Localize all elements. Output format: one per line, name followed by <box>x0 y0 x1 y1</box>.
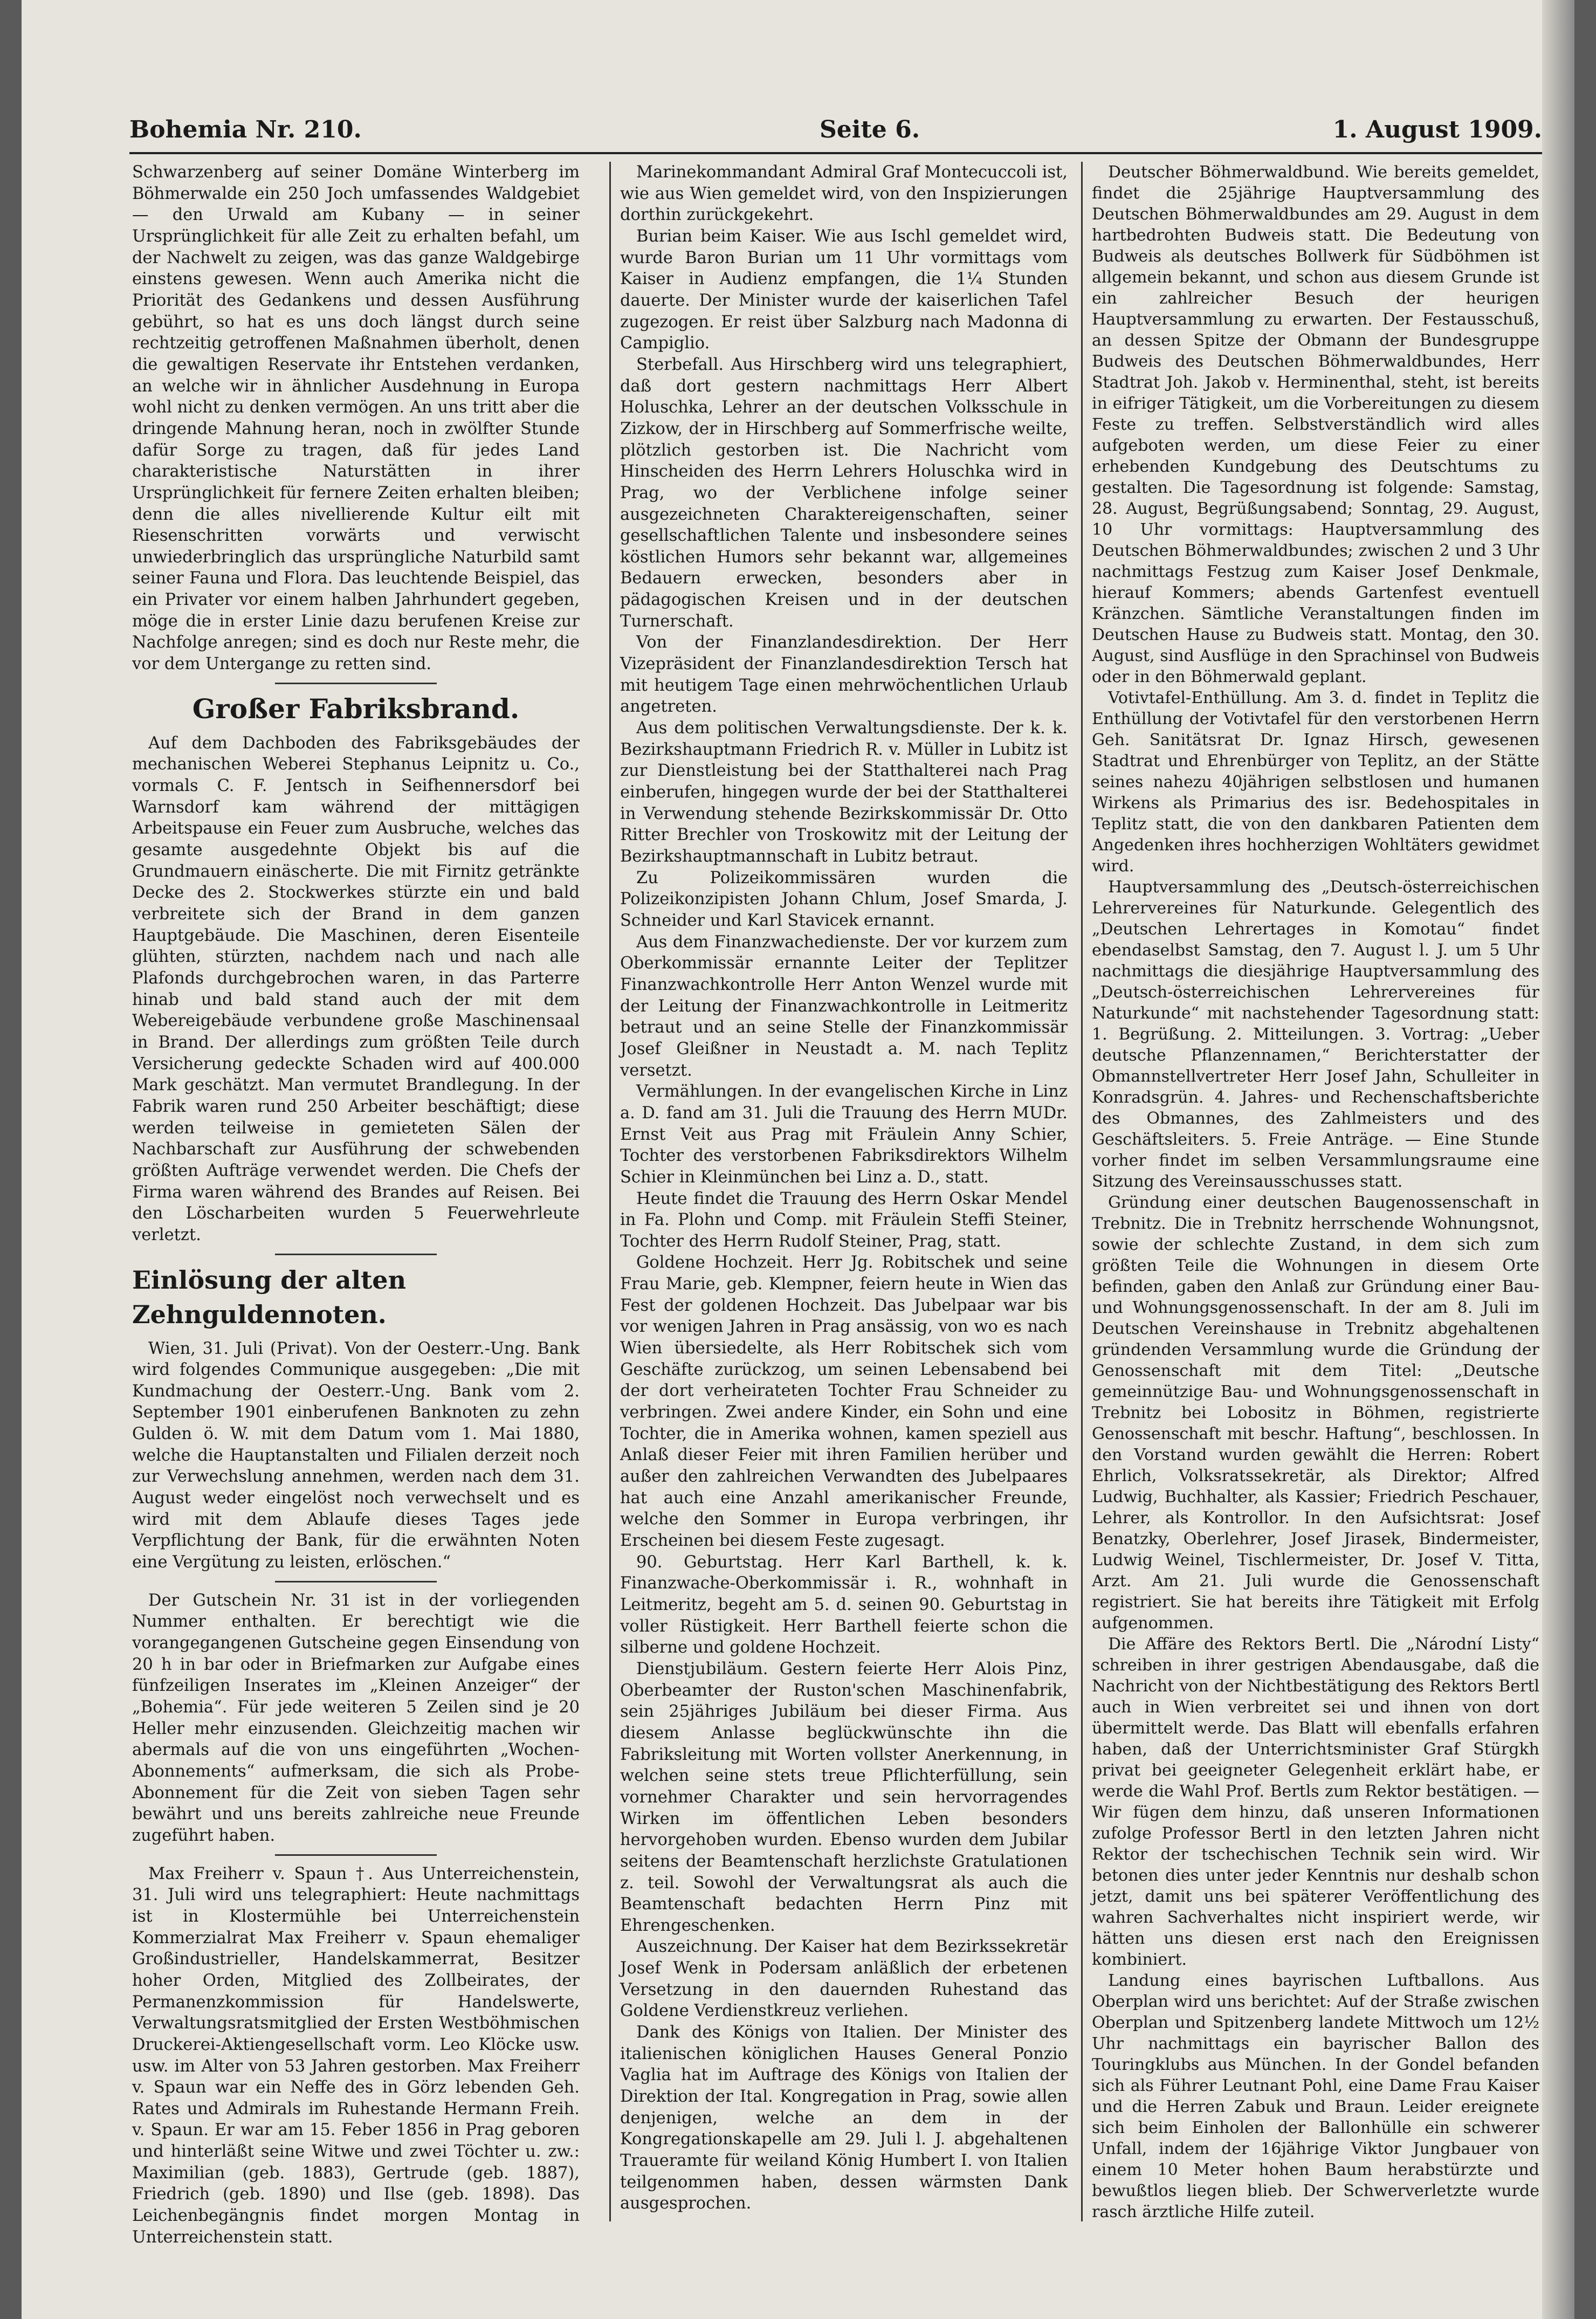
article-text: Marinekommandant Admiral Graf Montecuccoli ist, wie aus Wien gemeldet wird, von den Inspizierungen dorthin zurückgekehrt. <box>620 163 1068 225</box>
article-text: Max Freiherr v. Spaun †. Aus Unterreichenstein, 31. Juli wird uns telegraphiert: Heute nachmittags ist in Klostermühle bei Unterreichenstein Kommerzialrat Max Freiherr v. Spaun ehemaliger Großindustrieller, Handelskammerrat, Besitzer hoher Orden, Mitglied des Zollbeirates, der Permanenzkommission für Handelswerte, Verwaltungsratsmitglied der Ersten Westböhmischen Druckerei-Aktiengesellschaft vorm. Leo Klöcke usw. usw. im Alter von 53 Jahren gestorben. Max Freiherr v. Spaun war ein Neffe des in Görz lebenden Geh. Rates und Admirals im Ruhestande Hermann Freih. v. Spaun. Er war am 15. Feber 1856 in Prag geboren und hinterläßt seine Witwe und zwei Töchter u. zw.: Maximilian (geb. 1883), Gertrude (geb. 1887), Friedrich (geb. 1890) und Ilse (geb. 1898). Das Leichenbegängnis findet morgen Montag in Unterreichenstein statt. <box>132 1864 580 2247</box>
header-center: Seite 6. <box>820 116 920 143</box>
article-text: Dank des Königs von Italien. Der Minister des italienischen königlichen Hauses General Ponzio Vaglia hat im Auftrage des Königs von Italien der Direktion der Ital. Kongregation in Prag, sowie allen denjenigen, welche an dem in der Kongregationskapelle am 29. Juli l. J. abgehaltenen Traueramte für weiland König Humbert I. von Italien teilgenommen haben, dessen wärmsten Dank ausgesprochen. <box>620 2023 1068 2213</box>
column-3 <box>1092 162 1539 2222</box>
article-text: Hauptversammlung des „Deutsch-österreichischen Lehrervereines für Naturkunde. Gelegentlich des „Deutschen Lehrertages in Komotau“ findet ebendaselbst Samstag, den 7. August l. J. um 5 Uhr nachmittags die diesjährige Hauptversammlung des „Deutsch-österreichischen Lehrervereines für Naturkunde“ mit nachstehender Tagesordnung statt: 1. Begrüßung. 2. Mitteilungen. 3. Vortrag: „Ueber deutsche Pflanzennamen,“ Berichterstatter der Obmannstellvertreter Herr Josef Jahn, Schulleiter in Konradsgrün. 4. Jahres- und Rechenschaftsberichte des Obmannes, des Zahlmeisters und des Geschäftsleiters. 5. Freie Anträge. — Eine Stunde vorher findet im selben Versammlungsraume eine Sitzung des Vereinsausschusses statt. <box>1092 878 1539 1191</box>
article-text: Zu Polizeikommissären wurden die Polizeikonzipisten Johann Chlum, Josef Smarda, J. Schneider und Karl Stavicek ernannt. <box>620 868 1068 930</box>
article-text: Wien, 31. Juli (Privat). Von der Oesterr.-Ung. Bank wird folgendes Communique ausgegeben: „Die mit Kundmachung der Oesterr.-Ung. Bank vom 2. September 1901 einberufenen Banknoten zu zehn Gulden ö. W. mit dem Datum vom 1. Mai 1880, welche die Hauptanstalten und Filialen derzeit noch zur Verwechslung annehmen, werden nach dem 31. August weder eingelöst noch verwechselt und es wird mit dem Ablaufe dieses Tages jede Verpflichtung der Bank, für die erwähnten Noten eine Vergütung zu leisten, erlöschen.“ <box>132 1339 580 1572</box>
article-text: Die Affäre des Rektors Bertl. Die „Národní Listy“ schreiben in ihrer gestrigen Abendausgabe, daß die Nachricht von der Nichtbestätigung des Rektors Bertl auch in Wien verbreitet sei und ihnen von dort übermittelt werde. Das Blatt will ebenfalls erfahren haben, daß der Unterrichtsminister Graf Stürgkh privat bei geeigneter Gelegenheit erklärt habe, er werde die Wahl Prof. Bertls zum Rektor bestätigen. — Wir fügen dem hinzu, daß unseren Informationen zufolge Professor Bertl in den letzten Jahren nicht Rektor der tschechischen Technik sein wird. Wir betonen dies unter jeder Kenntnis nur deshalb schon jetzt, damit uns bei späterer Veröffentlichung des wahren Sachverhaltes nicht inspiriert werde, wir hätten uns diesen erst nach den Ereignissen kombiniert. <box>1092 1635 1539 1969</box>
article-separator <box>275 1581 437 1582</box>
article-text: Auszeichnung. Der Kaiser hat dem Bezirkssekretär Josef Wenk in Podersam anläßlich der erbetenen Versetzung in den dauernden Ruhestand das Goldene Verdienstkreuz verliehen. <box>620 1937 1068 2021</box>
header-rule <box>129 152 1542 154</box>
scan-edge <box>1542 0 1574 2319</box>
column-divider <box>1081 162 1083 2221</box>
article-text: Von der Finanzlandesdirektion. Der Herr Vizepräsident der Finanzlandesdirektion Tersch hat mit heutigem Tage einen mehrwöchentlichen Urlaub angetreten. <box>620 633 1068 717</box>
column-divider <box>609 162 611 2221</box>
article-separator <box>275 1854 437 1856</box>
article-text: Deutscher Böhmerwaldbund. Wie bereits gemeldet, findet die 25jährige Hauptversammlung des Deutschen Böhmerwaldbundes am 29. August in dem hartbedrohten Budweis statt. Die Bedeutung von Budweis als deutsches Bollwerk für Südböhmen ist allgemein bekannt, und schon aus diesem Grunde ist ein zahlreicher Besuch der heurigen Hauptversammlung zu erwarten. Der Festausschuß, an dessen Spitze der Obmann der Bundesgruppe Budweis des Deutschen Böhmerwaldbundes, Herr Stadtrat Joh. Jakob v. Herminenthal, steht, ist bereits in eifriger Tätigkeit, um die Vorbereitungen zu diesem Feste zu treffen. Selbstverständlich wird alles aufgeboten werden, um diese Feier zu einer erhebenden Kundgebung des Deutschtums zu gestalten. Die Tagesordnung ist folgende: Samstag, 28. August, Begrüßungsabend; Sonntag, 29. August, 10 Uhr vormittags: Hauptversammlung des Deutschen Böhmerwaldbundes; zwischen 2 und 3 Uhr nachmittags Festzug zum Kaiser Josef Denkmale, hierauf Kommers; abends Gartenfest eventuell Kränzchen. Sämtliche Veranstaltungen finden im Deutschen Hause zu Budweis statt. Montag, den 30. August, sind Ausflüge in den Sprachinsel von Budweis oder in den Böhmerwald geplant. <box>1092 163 1539 686</box>
article-heading: Einlösung der alten Zehnguldennoten. <box>132 1265 407 1329</box>
article-text: Goldene Hochzeit. Herr Jg. Robitschek und seine Frau Marie, geb. Klempner, feiern heute in Wien das Fest der goldenen Hochzeit. Das Jubelpaar war bis vor wenigen Jahren in Prag ansässig, von wo es nach Wien übersiedelte, als Herr Robitschek sich vom Geschäfte zurückzog, um seinen Lebensabend bei der dort verheirateten Tochter Frau Schneider zu verbringen. Zwei andere Kinder, ein Sohn und eine Tochter, die in Amerika wohnen, kamen speziell aus Anlaß dieser Feier mit ihren Familien herüber und außer den zahlreichen Verwandten des Jubelpaares hat auch eine Anzahl amerikanischer Freunde, welche den Sommer in Europa verbringen, ihr Erscheinen bei diesem Feste zugesagt. <box>620 1253 1068 1550</box>
article-text: Burian beim Kaiser. Wie aus Ischl gemeldet wird, wurde Baron Burian um 11 Uhr vormittags vom Kaiser in Audienz empfangen, die 1¼ Stunden dauerte. Der Minister wurde der kaiserlichen Tafel zugezogen. Er reist über Salzburg nach Madonna di Campiglio. <box>620 226 1068 353</box>
article-separator <box>275 1254 437 1255</box>
article-separator <box>275 683 437 684</box>
newspaper-page <box>22 0 1574 2319</box>
article-text: Aus dem Finanzwachedienste. Der vor kurzem zum Oberkommissär ernannte Leiter der Teplitzer Finanzwachkontrolle Herr Anton Wenzel wurde mit der Leitung der Finanzwachkontrolle in Leitmeritz betraut und an seine Stelle der Finanzkommissär Josef Gleißner in Neustadt a. M. nach Teplitz versetzt. <box>620 932 1068 1080</box>
article-text: Heute findet die Trauung des Herrn Oskar Mendel in Fa. Plohn und Comp. mit Fräulein Steffi Steiner, Tochter des Herrn Rudolf Steiner, Prag, statt. <box>620 1189 1068 1251</box>
article-text: Auf dem Dachboden des Fabriksgebäudes der mechanischen Weberei Stephanus Leipnitz u. Co., vormals C. F. Jentsch in Seifhennersdorf bei Warnsdorf kam während der mittägigen Arbeitspause ein Feuer zum Ausbruche, welches das gesamte ausgedehnte Objekt bis auf die Grundmauern einäscherte. Die mit Firnitz getränkte Decke des 2. Stockwerkes stürzte ein und bald verbreitete sich der Brand in dem ganzen Hauptgebäude. Die Maschinen, deren Eisenteile glühten, stürzten, nachdem nach und nach alle Plafonds durchgebrochen waren, in das Parterre hinab und bald stand auch der mit dem Webereigebäude verbundene große Maschinensaal in Brand. Der allerdings zum größten Teile durch Versicherung gedeckte Schaden wird auf 400.000 Mark geschätzt. Man vermutet Brandlegung. In der Fabrik waren rund 250 Arbeiter beschäftigt; diese werden teilweise in gemieteten Sälen der Nachbarschaft zur Ausführung der schwebenden größten Aufträge verwendet werden. Die Chefs der Firma waren während des Brandes auf Reisen. Bei den Löscharbeiten wurden 5 Feuerwehrleute verletzt. <box>132 733 580 1244</box>
article-text: Schwarzenberg auf seiner Domäne Winterberg im Böhmerwalde ein 250 Joch umfassendes Waldgebiet — den Urwald am Kubany — in seiner Ursprünglichkeit für alle Zeit zu erhalten befahl, um der Nachwelt zu zeigen, was das ganze Waldgebirge einstens gewesen. Wenn auch Amerika nicht die Priorität des Gedankens und dessen Ausführung gebührt, so hat es uns doch längst durch seine rechtzeitig getroffenen Maßnahmen überholt, denen die gewaltigen Reservate ihr Entstehen verdanken, an welche wir in ähnlicher Ausdehnung in Europa wohl nicht zu denken vermögen. An uns tritt aber die dringende Mahnung heran, noch in zwölfter Stunde dafür Sorge zu tragen, daß für jedes Land charakteristische Naturstätten in ihrer Ursprünglichkeit für fernere Zeiten erhalten bleiben; denn die alles nivellierende Kultur eilt mit Riesenschritten vorwärts und verwischt unwiederbringlich das ursprüngliche Naturbild samt seiner Fauna und Flora. Das leuchtende Beispiel, das ein Privater vor einem halben Jahrhundert gegeben, möge die in erster Linie dazu berufenen Kreise zur Nachfolge anregen; sind es doch nur Reste mehr, die vor dem Untergange zu retten sind. <box>132 163 580 674</box>
article-text: Dienstjubiläum. Gestern feierte Herr Alois Pinz, Oberbeamter der Ruston'schen Maschinenfabrik, sein 25jähriges Jubiläum bei dieser Firma. Aus diesem Anlasse beglückwünschte ihn die Fabriksleitung mit Worten vollster Anerkennung, in welchen seine stets treue Pflichterfüllung, sein vornehmer Charakter und sein hervorragendes Wirken im öffentlichen Leben besonders hervorgehoben wurden. Ebenso wurden dem Jubilar seitens der Beamtenschaft herzlichste Gratulationen z. teil. Sowohl der Verwaltungsrat als auch die Beamtenschaft bedachten Herrn Pinz mit Ehrengeschenken. <box>620 1659 1068 1935</box>
column-2 <box>620 162 1068 2214</box>
article-text: 90. Geburtstag. Herr Karl Barthell, k. k. Finanzwache-Oberkommissär i. R., wohnhaft in Leitmeritz, begeht am 5. d. seinen 90. Geburtstag in voller Rüstigkeit. Herr Barthell feierte schon die silberne und goldene Hochzeit. <box>620 1552 1068 1657</box>
header-left: Bohemia Nr. 210. <box>129 116 362 143</box>
article-text: Gründung einer deutschen Baugenossenschaft in Trebnitz. Die in Trebnitz herrschende Wohnungsnot, sowie der schlechte Zustand, in dem sich zum größten Teile die Wohnungen in diesem Orte befinden, gaben den Anlaß zur Gründung einer Bau- und Wohnungsgenossenschaft. In der am 8. Juli im Deutschen Vereinshause in Trebnitz abgehaltenen gründenden Versammlung wurde die Gründung der Genossenschaft mit dem Titel: „Deutsche gemeinnützige Bau- und Wohnungsgenossenschaft in Trebnitz bei Lobositz in Böhmen, registrierte Genossenschaft mit beschr. Haftung“, beschlossen. In den Vorstand wurden gewählt die Herren: Robert Ehrlich, Volksratssekretär, als Direktor; Alfred Ludwig, Buchhalter, als Kassier; Friedrich Peschauer, Lehrer, als Kontrollor. In den Aufsichtsrat: Josef Benatzky, Oberlehrer, Josef Jirasek, Bindermeister, Ludwig Weinel, Tischlermeister, Dr. Josef V. Titta, Arzt. Am 21. Juli wurde die Genossenschaft registriert. Sie hat bereits ihre Tätigkeit mit Erfolg aufgenommen. <box>1092 1193 1539 1633</box>
article-text: Votivtafel-Enthüllung. Am 3. d. findet in Teplitz die Enthüllung der Votivtafel für den verstorbenen Herrn Geh. Sanitätsrat Dr. Ignaz Hirsch, gewesenen Stadtrat und Ehrenbürger von Teplitz, an der Stätte seines nahezu 40jährigen selbstlosen und humanen Wirkens als Primarius des isr. Bedehospitales in Teplitz statt, die von den dankbaren Patienten dem Angedenken ihres hochherzigen Wohltäters gewidmet wird. <box>1092 689 1539 876</box>
article-text: Aus dem politischen Verwaltungsdienste. Der k. k. Bezirkshauptmann Friedrich R. v. Müller in Lubitz ist zur Dienstleistung bei der Statthalterei nach Prag einberufen, hingegen wurde der bei der Statthalterei in Verwendung stehende Bezirkskommissär Dr. Otto Ritter Brechler von Troskowitz mit der Leitung der Bezirkshauptmannschaft in Lubitz betraut. <box>620 719 1068 866</box>
article-heading: Großer Fabriksbrand. <box>192 692 520 725</box>
column-1 <box>132 162 580 2248</box>
article-text: Sterbefall. Aus Hirschberg wird uns telegraphiert, daß dort gestern nachmittags Herr Albert Holuschka, Lehrer an der deutschen Volksschule in Zizkow, der in Hirschberg auf Sommerfrische weilte, plötzlich gestorben ist. Die Nachricht vom Hinscheiden des Herrn Lehrers Holuschka wird in Prag, wo der Verblichene infolge seiner ausgezeichneten Charaktereigenschaften, seiner gesellschaftlichen Talente und insbesondere seines köstlichen Humors sehr bekannt war, allgemeines Bedauern erwecken, besonders aber in pädagogischen Kreisen und in der deutschen Turnerschaft. <box>620 355 1068 631</box>
article-text: Landung eines bayrischen Luftballons. Aus Oberplan wird uns berichtet: Auf der Straße zwischen Oberplan und Spitzenberg landete Mittwoch um 12½ Uhr nachmittags ein bayrischer Ballon des Touringklubs aus München. In der Gondel befanden sich als Führer Leutnant Pohl, eine Dame Frau Kaiser und die Herren Zabuk und Braun. Leider ereignete sich beim Einholen der Ballonhülle ein schwerer Unfall, indem der 16jährige Viktor Jungbauer von einem 10 Meter hohen Baum herabstürzte und bewußtlos liegen blieb. Der Schwerverletzte wurde rasch ärztliche Hilfe zuteil. <box>1092 1971 1539 2221</box>
header-right: 1. August 1909. <box>1332 116 1542 143</box>
article-text: Vermählungen. In der evangelischen Kirche in Linz a. D. fand am 31. Juli die Trauung des Herrn MUDr. Ernst Veit aus Prag mit Fräulein Anny Schier, Tochter des verstorbenen Fabriksdirektors Wilhelm Schier in Kleinmünchen bei Linz a. D., statt. <box>620 1082 1068 1187</box>
article-text: Der Gutschein Nr. 31 ist in der vorliegenden Nummer enthalten. Er berechtigt wie die vorangegangenen Gutscheine gegen Einsendung von 20 h in bar oder in Briefmarken zur Aufgabe eines fünfzeiligen Inserates im „Kleinen Anzeiger“ der „Bohemia“. Für jede weiteren 5 Zeilen sind je 20 Heller mehr einzusenden. Gleichzeitig machen wir abermals auf die von uns eingeführten „Wochen-Abonnements“ aufmerksam, die sich als Probe-Abonnement für die Zeit von sieben Tagen sehr bewährt und uns bereits zahlreiche neue Freunde zugeführt haben. <box>132 1591 580 1845</box>
page-header <box>129 116 1542 148</box>
